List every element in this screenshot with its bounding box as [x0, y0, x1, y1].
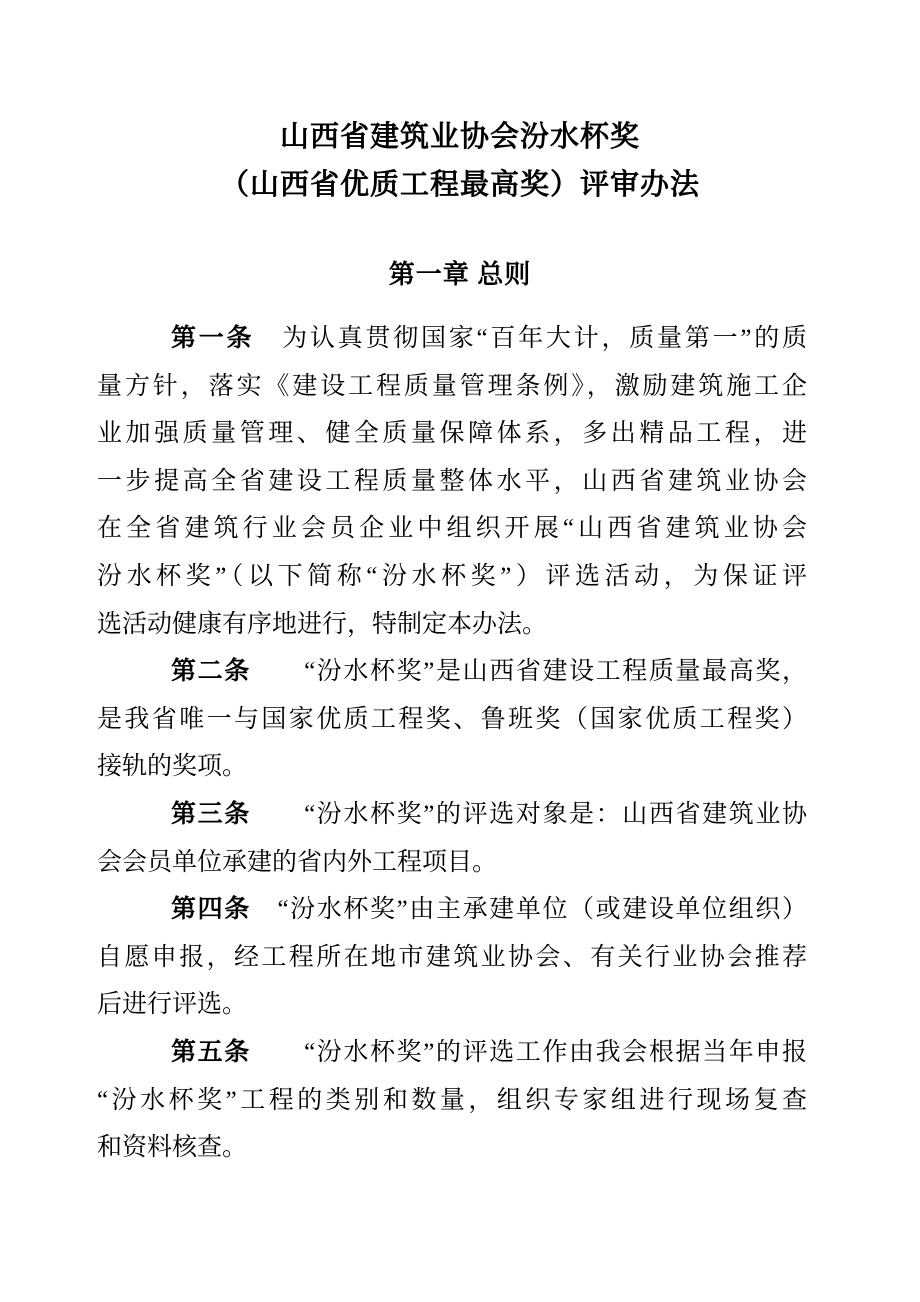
document-body	[97, 315, 807, 1172]
text-line: 后进行评选。	[97, 991, 248, 1019]
text-line: 量方针，落实《建设工程质量管理条例》，激励建筑施工企	[97, 372, 807, 400]
document-title	[0, 113, 920, 209]
article-3-paragraph	[97, 791, 807, 886]
article-3-label: 第三条	[171, 800, 251, 828]
text-line	[97, 886, 807, 934]
text-line	[97, 1029, 807, 1077]
chapter-heading: 第一章 总则	[388, 260, 532, 289]
text-line: 是我省唯一与国家优质工程奖、鲁班奖（国家优质工程奖）	[97, 705, 807, 733]
article-1-label: 第一条	[171, 325, 255, 352]
article-5-paragraph	[97, 1029, 807, 1172]
text-line: 在全省建筑行业会员企业中组织开展“山西省建筑业协会	[97, 515, 807, 543]
article-1-first-line-text: 为认真贯彻国家“百年大计，质量第一”的质	[254, 325, 807, 352]
document-title-line2: （山西省优质工程最高奖）评审办法	[219, 169, 700, 201]
article-4-paragraph	[97, 886, 807, 1029]
text-line: 接轨的奖项。	[97, 753, 248, 781]
document-title-line1: 山西省建筑业协会汾水杯奖	[279, 121, 640, 153]
text-line	[97, 315, 807, 363]
text-line: 选活动健康有序地进行，特制定本办法。	[97, 610, 548, 638]
text-line: 一步提高全省建设工程质量整体水平，山西省建筑业协会	[97, 467, 807, 495]
article-3-first-line-text: “汾水杯奖”的评选对象是：山西省建筑业协	[250, 800, 807, 828]
text-line	[97, 648, 807, 696]
text-line: 汾水杯奖”（以下简称“汾水杯奖”）评选活动，为保证评	[97, 562, 807, 590]
text-line: 会会员单位承建的省内外工程项目。	[97, 848, 498, 876]
article-4-first-line-text: “汾水杯奖”由主承建单位（或建设单位组织）	[250, 896, 807, 924]
text-line: 和资料核查。	[97, 1134, 248, 1162]
article-2-paragraph	[97, 648, 807, 791]
article-2-first-line-text: “汾水杯奖”是山西省建设工程质量最高奖，	[250, 658, 807, 686]
text-line: 业加强质量管理、健全质量保障体系，多出精品工程，进	[97, 420, 807, 448]
article-5-first-line-text: “汾水杯奖”的评选工作由我会根据当年申报	[250, 1038, 807, 1066]
article-2-label: 第二条	[171, 658, 251, 686]
article-4-label: 第四条	[171, 896, 251, 924]
text-line	[97, 791, 807, 839]
article-5-label: 第五条	[171, 1038, 251, 1066]
text-line: 自愿申报，经工程所在地市建筑业协会、有关行业协会推荐	[97, 943, 807, 971]
text-line: “汾水杯奖”工程的类别和数量，组织专家组进行现场复查	[97, 1086, 807, 1114]
article-1-paragraph	[97, 315, 807, 648]
